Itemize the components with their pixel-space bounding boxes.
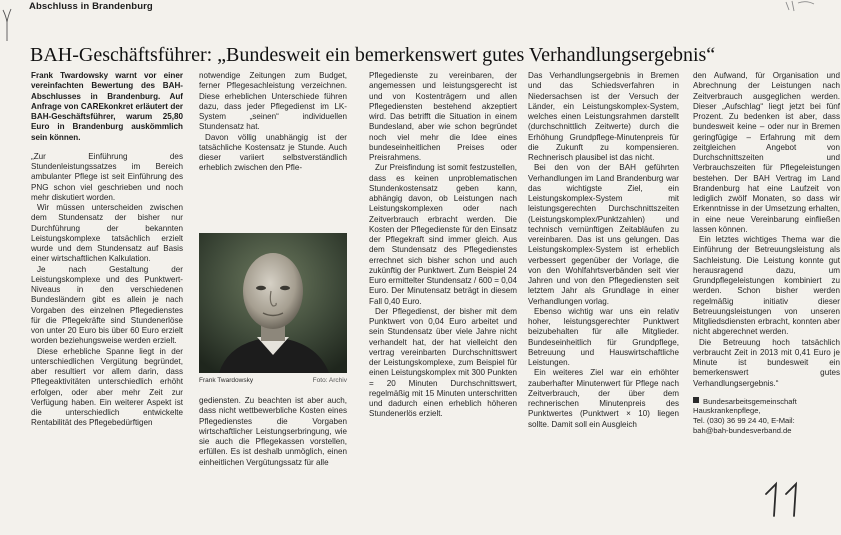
contact-email: bah@bah-bundesverband.de (693, 425, 792, 435)
article-kicker: Abschluss in Brandenburg (29, 1, 153, 12)
paragraph: notwendige Zeitungen zum Budget, ferner Pflegesachleistung verzeichnen. Diese erheblichen Unterschiede führen dazu, dass jeder Pflegedienst im LK-System „seinen“ individuellen Stundensatz hat. (199, 71, 347, 132)
portrait-photo (199, 233, 347, 373)
paragraph: Ebenso wichtig war uns ein relativ hoher, leistungsgerechter Punktwert beizubehalten für alle Mitglieder. Bundeseinheitlich für Grundpflege, Betreuung und Hauswirtschaftliche Leistungen. (528, 306, 679, 367)
paragraph: Bei den von der BAH geführten Verhandlungen im Land Brandenburg war das wichtigste Ziel, ein Leistungskomplex-System mit leistungsgerechten Durchschnittszeiten (Leistungskomplex/Punktzahlen) und technisch vernünftigen Zeitabläufen zu vereinbaren. Das ist uns gelungen. Das Leistungskomplex-System ist erheblich verbessert gegenüber der Vorlage, die von den Wohlfahrtsverbänden seit vier Jahren und von den Pflegediensten seit letztem Jahr als Grundlage in einer Verhandlungen vorlag. (528, 163, 679, 306)
article-column-5 (693, 71, 840, 435)
handwritten-mark-icon (784, 0, 818, 14)
paragraph: Zur Preisfindung ist somit festzustellen, dass es keinen unproblematischen Stundenkostensatz geben kann, abhängig davon, ob Leistungen nach Leistungskomplexen oder nach Zeitverbrauch erbracht werden. Die Kosten der Pflegedienste für den Einsatz der Pflegekraft sind immer gleich. Aus dem Stundensatz des Pflegedienstes errechnet sich bisher schon und auch zukünftig der Punktwert. Zum Beispiel 24 Euro ermittelter Stundensatz / 600 = 0,04 Euro. Der Minutensatz beträgt in diesem Fall 0,40 Euro. (369, 163, 517, 306)
portrait-image (199, 233, 347, 373)
paragraph: Je nach Gestaltung der Leistungskomplexe und des Punktwert-Niveaus in den verschiedenen Bundesländern gibt es allein je nach Vorgaben des einzelnen Pflegedienstes für die Pflegekräfte sind Stundenerlöse von unter 20 Euro bis über 60 Euro erzielt worden beziehungsweise werden erzielt. (31, 264, 183, 346)
contact-phone: Tel. (030) 36 99 24 40, E-Mail: (693, 415, 795, 425)
margin-mark-icon (2, 8, 12, 42)
contact-org: Bundesarbeitsgemeinschaft Hauskrankenpflege, (693, 396, 797, 416)
contact-box (693, 397, 840, 435)
paragraph: Ein letztes wichtiges Thema war die Einführung der Betreuungsleistung als Sachleistung. Die Leistung konnte gut herausragend dazu, um Grundpflegeleistungen kombiniert zu werden. Schon bisher werden regelmäßig initiativ dieser Betreuungsleistungen von unseren Mitgliedsdiensten erbracht, konnten aber nicht abgerechnet werden. (693, 235, 840, 337)
paragraph: Diese erhebliche Spanne liegt in der unterschiedlichen Vergütung begründet, aber resultiert vor allem darin, dass Pflegeaktivitäten unterschiedlich erhöht erfolgen, oder aber mehr Zeit zur Verfügung haben. Ein weiterer Aspekt ist die unterschiedlich entwickelte Rentabilität des Pflegebedürftigen (31, 346, 183, 428)
article-column-2-bottom (199, 396, 347, 468)
photo-caption (199, 377, 347, 384)
article-column-2 (199, 71, 347, 174)
article-column-1 (31, 71, 183, 429)
paragraph: Davon völlig unabhängig ist der tatsächliche Kostensatz je Stunde. Auch dieser variiert selbstverständlich erheblich zwischen den Pfle- (199, 132, 347, 173)
bullet-square-icon (693, 397, 699, 403)
paragraph: Wir müssen unterscheiden zwischen dem Stundensatz der bisher nur Durchführung der bekannten Leistungskomplexe tatsächlich erzielt wurde und dem Stundensatz auf Basis einer wirtschaftlichen Kalkulation. (31, 203, 183, 264)
article-column-4 (528, 71, 679, 430)
paragraph: Der Pflegedienst, der bisher mit dem Punktwert von 0,04 Euro arbeitet und sein Stundensatz über viele Jahre nicht verhandelt hat, der hat vielleicht den vertrag vereinbarten Durchschnittswert der Leistungskomplexe, zum Beispiel für einen Leistungskomplex mit 300 Punkten = 20 Minuten Durchschnittswert, regelmäßig mit 15 Minuten unterschritten und dadurch einen erheblich höheren Stundenerlös erzielt. (369, 306, 517, 419)
article-column-3 (369, 71, 517, 420)
paragraph: „Zur Einführung des Stundenleistungssatzes im Bereich ambulanter Pflege ist seit Einführung des PNG schon viel geschrieben und noch mehr diskutiert worden. (31, 151, 183, 202)
article-headline: BAH-Geschäftsführer: „Bundesweit ein bemerkenswert gutes Verhandlungsergebnis“ (30, 44, 716, 67)
paragraph: gediensten. Zu beachten ist aber auch, dass nicht wettbewerbliche Kosten eines Pflegedienstes die Vorgaben wirtschaftlicher Leistungserbringung, wie sie auch die Pflegekassen vorstellen, erfüllen. Es ist deshalb unmöglich, einen einheitlichen Vergütungssatz für alle (199, 396, 347, 467)
paragraph: Die Betreuung hoch tatsächlich verbraucht Zeit in 2013 mit 0,41 Euro je Minute ist bundesweit ein bemerkenswert gutes Verhandlungsergebnis.“ (693, 337, 840, 388)
paragraph: Pflegedienste zu vereinbaren, der angemessen und leistungsgerecht ist und von Kostenträgern und allen Pflegediensten bestehend akzeptiert wird. Das betrifft die Situation in einem Bundesland, aber wie schon begründet noch viel mehr die Idee eines bundeseinheitlichen Preises oder Preisrahmens. (369, 71, 517, 162)
paragraph: Das Verhandlungsergebnis in Bremen und das Schiedsverfahren in Niedersachsen ist der Versuch der Länder, ein Leistungskomplex-System, welches einen Leistungsrahmen darstellt (durchschnittlich Zeitwerte) durch die Erhöhung Grundpflege-Minutenpreis für die Zukunft zu kompensieren. Rechnerisch plausibel ist das nicht. (528, 71, 679, 162)
photo-credit: Foto: Archiv (312, 377, 347, 384)
handwritten-page-number (760, 480, 815, 520)
photo-caption-name: Frank Twardowsky (199, 377, 254, 384)
paragraph: den Aufwand, für Organisation und Abrechnung der Leistungen nach Zeitverbrauch ausgeglichen werden. Dieser „Aufschlag“ liegt jetzt bei fünf Prozent. Zu bedenken ist aber, dass bundesweit keine – oder nur in Bremen geringfügige – Erfahrung mit dem zeitgleichen Angebot von Durchschnittszeiten und Verbrauchszeiten für Pflegeleistungen bestehen. Der BAH Vertrag im Land Brandenburg hat eine Laufzeit von lediglich zwölf Monaten, so dass wir Erkenntnisse in der Umsetzung erhalten, in eine neue Vereinbarung einfließen lassen können. (693, 71, 840, 234)
article-lead: Frank Twardowsky warnt vor einer vereinfachten Bewertung des BAH-Abschlusses in Brandenburg. Auf Anfrage von CAREkonkret erläutert der BAH-Geschäftsführer, warum 25,80 Euro in Brandenburg auskömmlich sein können. (31, 71, 183, 142)
paragraph: Ein weiteres Ziel war ein erhöhter zauberhafter Minutenwert für Pflege nach Zeitverbrauch, der über dem rechnerischen Minutenpreis des Punktwertes (Punktwert × 10) liegen sollte. Damit soll ein Ausgleich (528, 368, 679, 429)
